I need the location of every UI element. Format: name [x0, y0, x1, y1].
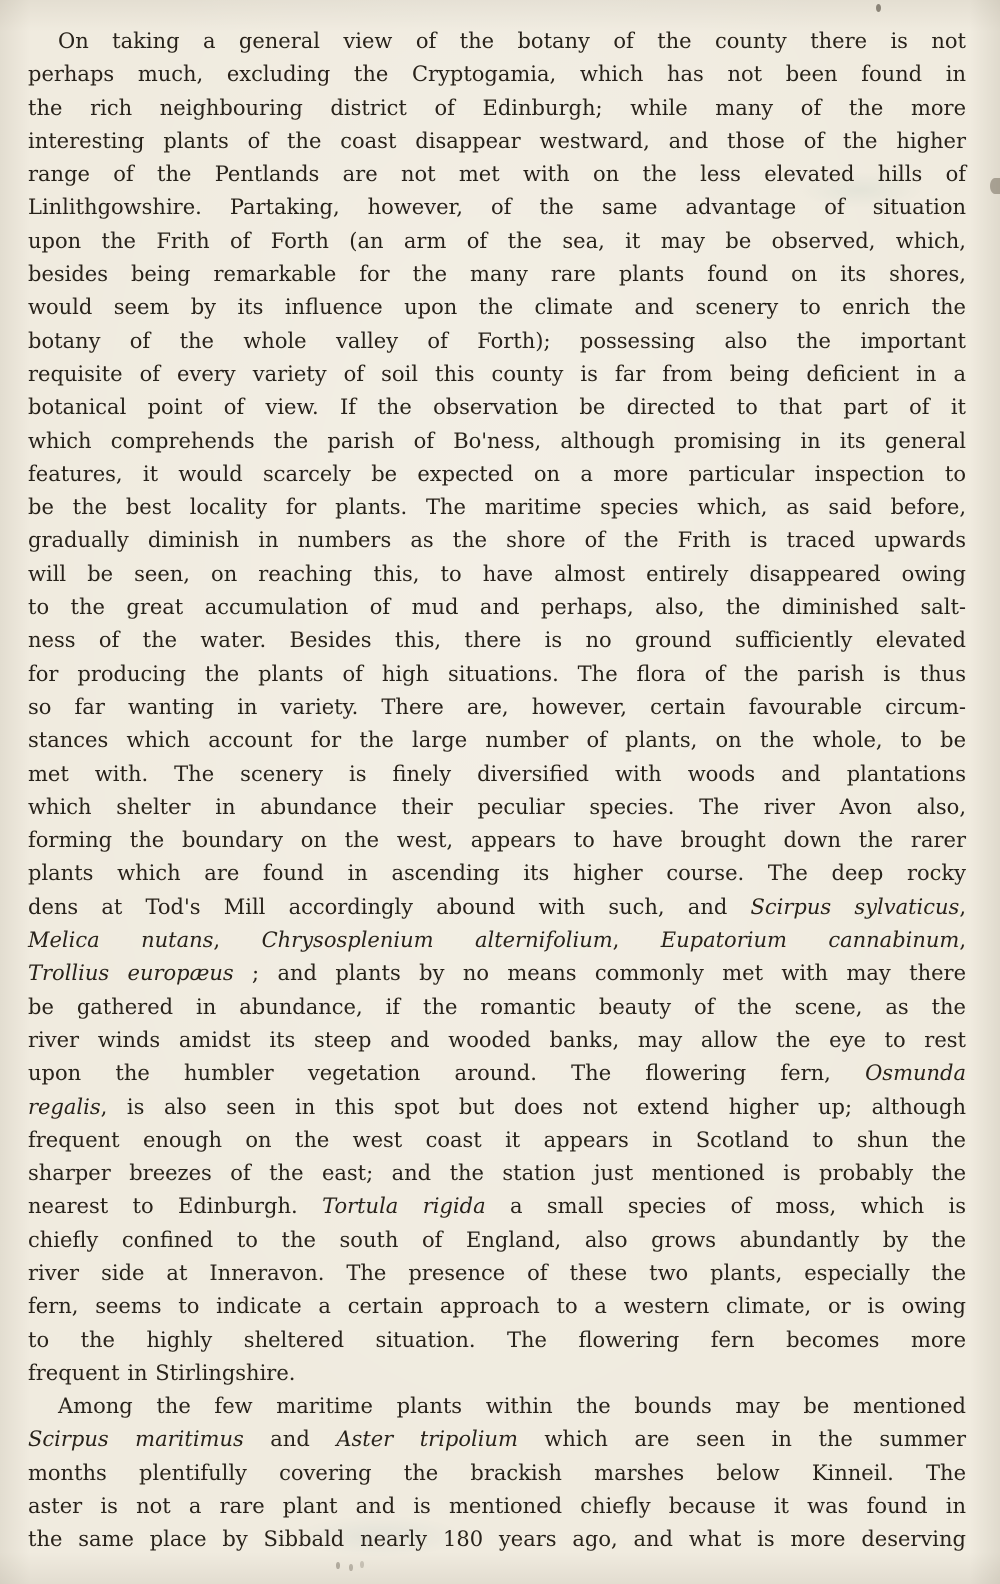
species-name-italic: Melica nutans	[28, 928, 214, 953]
text-segment: would seem by its influence upon the climate and scenery to enrich the	[28, 295, 966, 320]
text-segment: aster is not a rare plant and is mentioned chiefly because it was found in	[28, 1494, 966, 1519]
text-segment: will be seen, on reaching this, to have almost entirely disappeared owing	[28, 561, 966, 586]
text-segment: for producing the plants of high situations. The flora of the parish is thus	[28, 661, 966, 686]
scan-artifact-right-edge	[990, 178, 1000, 194]
text-segment: be gathered in abundance, if the romantic beauty of the scene, as the	[28, 994, 966, 1019]
text-segment: ,	[213, 928, 262, 953]
text-segment: chiefly confined to the south of England, also grows abundantly by the	[28, 1227, 966, 1252]
text-segment: Among the few maritime plants within the bounds may be mentioned	[58, 1394, 966, 1419]
text-segment: be the best locality for plants. The maritime species which, as said before,	[28, 495, 966, 520]
text-segment: stances which account for the large number of plants, on the whole, to be	[28, 728, 966, 753]
text-line	[28, 824, 966, 857]
text-line	[28, 1457, 966, 1490]
species-name-italic: Chrysosplenium alternifolium	[261, 928, 613, 953]
text-line	[28, 1390, 966, 1423]
scan-artifact-top-right	[876, 4, 881, 12]
text-segment: perhaps much, excluding the Cryptogamia, which has not been found in	[28, 62, 966, 87]
text-segment: nearest to Edinburgh.	[28, 1194, 323, 1219]
text-segment: and	[243, 1427, 337, 1452]
text-line	[28, 791, 966, 824]
text-segment: river winds amidst its steep and wooded banks, may allow the eye to rest	[28, 1027, 966, 1052]
text-line	[28, 624, 966, 657]
text-segment: so far wanting in variety. There are, however, certain favourable circum-	[28, 694, 966, 719]
text-segment: plants which are found in ascending its higher course. The deep rocky	[28, 861, 966, 886]
text-segment: the same place by Sibbald nearly 180 years ago, and what is more deserving	[28, 1527, 966, 1552]
text-segment: ; and plants by no means commonly met with may there	[233, 961, 966, 986]
text-segment: frequent enough on the west coast it appears in Scotland to shun the	[28, 1127, 966, 1152]
text-line	[28, 558, 966, 591]
text-line	[28, 191, 966, 224]
text-line	[28, 325, 966, 358]
text-line	[28, 524, 966, 557]
text-segment: which shelter in abundance their peculiar species. The river Avon also,	[28, 794, 966, 819]
text-line	[28, 1490, 966, 1523]
text-segment: dens at Tod's Mill accordingly abound with such, and	[28, 894, 751, 919]
text-segment: upon the Frith of Forth (an arm of the sea, it may be observed, which,	[28, 228, 966, 253]
species-name-italic: Scirpus maritimus	[28, 1427, 244, 1452]
text-line	[28, 225, 966, 258]
text-segment: ,	[612, 928, 661, 953]
text-line	[28, 957, 966, 990]
text-line	[28, 58, 966, 91]
text-line	[28, 125, 966, 158]
text-segment: frequent in Stirlingshire.	[28, 1360, 296, 1385]
page-text-block	[28, 25, 966, 1557]
text-segment: forming the boundary on the west, appears to have brought down the rarer	[28, 828, 966, 853]
text-line	[28, 758, 966, 791]
text-line	[28, 458, 966, 491]
text-segment: botany of the whole valley of Forth); possessing also the important	[28, 328, 966, 353]
text-segment: ,	[959, 928, 967, 953]
text-segment: months plentifully covering the brackish marshes below Kinneil. The	[28, 1460, 966, 1485]
species-name-italic: Eupatorium cannabinum	[660, 928, 960, 953]
text-segment: to the great accumulation of mud and perhaps, also, the diminished salt-	[28, 595, 966, 620]
text-line	[28, 658, 966, 691]
text-segment: gradually diminish in numbers as the shore of the Frith is traced upwards	[28, 528, 966, 553]
text-segment: which are seen in the summer	[517, 1427, 966, 1452]
text-line	[28, 1057, 966, 1090]
text-line	[28, 1024, 966, 1057]
text-line	[28, 158, 966, 191]
text-line	[28, 1423, 966, 1456]
text-line	[28, 1257, 966, 1290]
paragraph	[28, 25, 966, 1390]
species-name-italic: Aster tripolium	[336, 1427, 518, 1452]
text-line	[28, 1190, 966, 1223]
text-segment: the rich neighbouring district of Edinburgh; while many of the more	[28, 95, 966, 120]
text-line	[28, 1157, 966, 1190]
text-line	[28, 724, 966, 757]
text-line	[28, 25, 966, 58]
text-line	[28, 924, 966, 957]
text-line	[28, 1523, 966, 1556]
text-segment: , is also seen in this spot but does not extend higher up; although	[100, 1094, 966, 1119]
text-segment: ,	[959, 894, 966, 919]
text-line	[28, 991, 966, 1024]
text-line	[28, 291, 966, 324]
text-segment: which comprehends the parish of Bo'ness, although promising in its general	[28, 428, 966, 453]
text-segment: ness of the water. Besides this, there is no ground sufficiently elevated	[28, 628, 966, 653]
text-line	[28, 1290, 966, 1323]
text-line	[28, 491, 966, 524]
text-line	[28, 391, 966, 424]
text-segment: sharper breezes of the east; and the station just mentioned is probably the	[28, 1161, 966, 1186]
text-line	[28, 1357, 966, 1390]
text-segment: besides being remarkable for the many rare plants found on its shores,	[28, 262, 966, 287]
text-line	[28, 358, 966, 391]
text-line	[28, 425, 966, 458]
text-segment: requisite of every variety of soil this county is far from being deficient in a	[28, 361, 966, 386]
species-name-italic: Tortula rigida	[322, 1194, 486, 1219]
text-line	[28, 691, 966, 724]
text-line	[28, 1124, 966, 1157]
text-line	[28, 591, 966, 624]
paragraph	[28, 1390, 966, 1556]
text-segment: river side at Inneravon. The presence of these two plants, especially the	[28, 1260, 966, 1285]
text-segment: Linlithgowshire. Partaking, however, of the same advantage of situation	[28, 195, 966, 220]
text-line	[28, 1324, 966, 1357]
text-line	[28, 1091, 966, 1124]
text-segment: a small species of moss, which is	[485, 1194, 966, 1219]
text-segment: to the highly sheltered situation. The flowering fern becomes more	[28, 1327, 966, 1352]
species-name-italic: Trollius europæus	[28, 961, 234, 986]
text-segment: range of the Pentlands are not met with on the less elevated hills of	[28, 162, 966, 187]
text-line	[28, 1224, 966, 1257]
text-segment: met with. The scenery is finely diversified with woods and plantations	[28, 761, 966, 786]
text-segment: interesting plants of the coast disappear westward, and those of the higher	[28, 128, 966, 153]
species-name-italic: Scirpus sylvaticus	[750, 894, 960, 919]
text-segment: features, it would scarcely be expected on a more particular inspection to	[28, 461, 966, 486]
text-line	[28, 92, 966, 125]
text-segment: upon the humbler vegetation around. The flowering fern,	[28, 1061, 866, 1086]
species-name-italic: Osmunda	[865, 1061, 966, 1086]
species-name-italic: regalis	[28, 1094, 101, 1119]
scan-artifact-bottom-center	[336, 1562, 340, 1569]
text-segment: On taking a general view of the botany of the county there is not	[58, 29, 966, 53]
text-line	[28, 891, 966, 924]
text-segment: fern, seems to indicate a certain approach to a western climate, or is owing	[28, 1294, 966, 1319]
text-segment: botanical point of view. If the observation be directed to that part of it	[28, 395, 966, 420]
text-line	[28, 857, 966, 890]
text-line	[28, 258, 966, 291]
